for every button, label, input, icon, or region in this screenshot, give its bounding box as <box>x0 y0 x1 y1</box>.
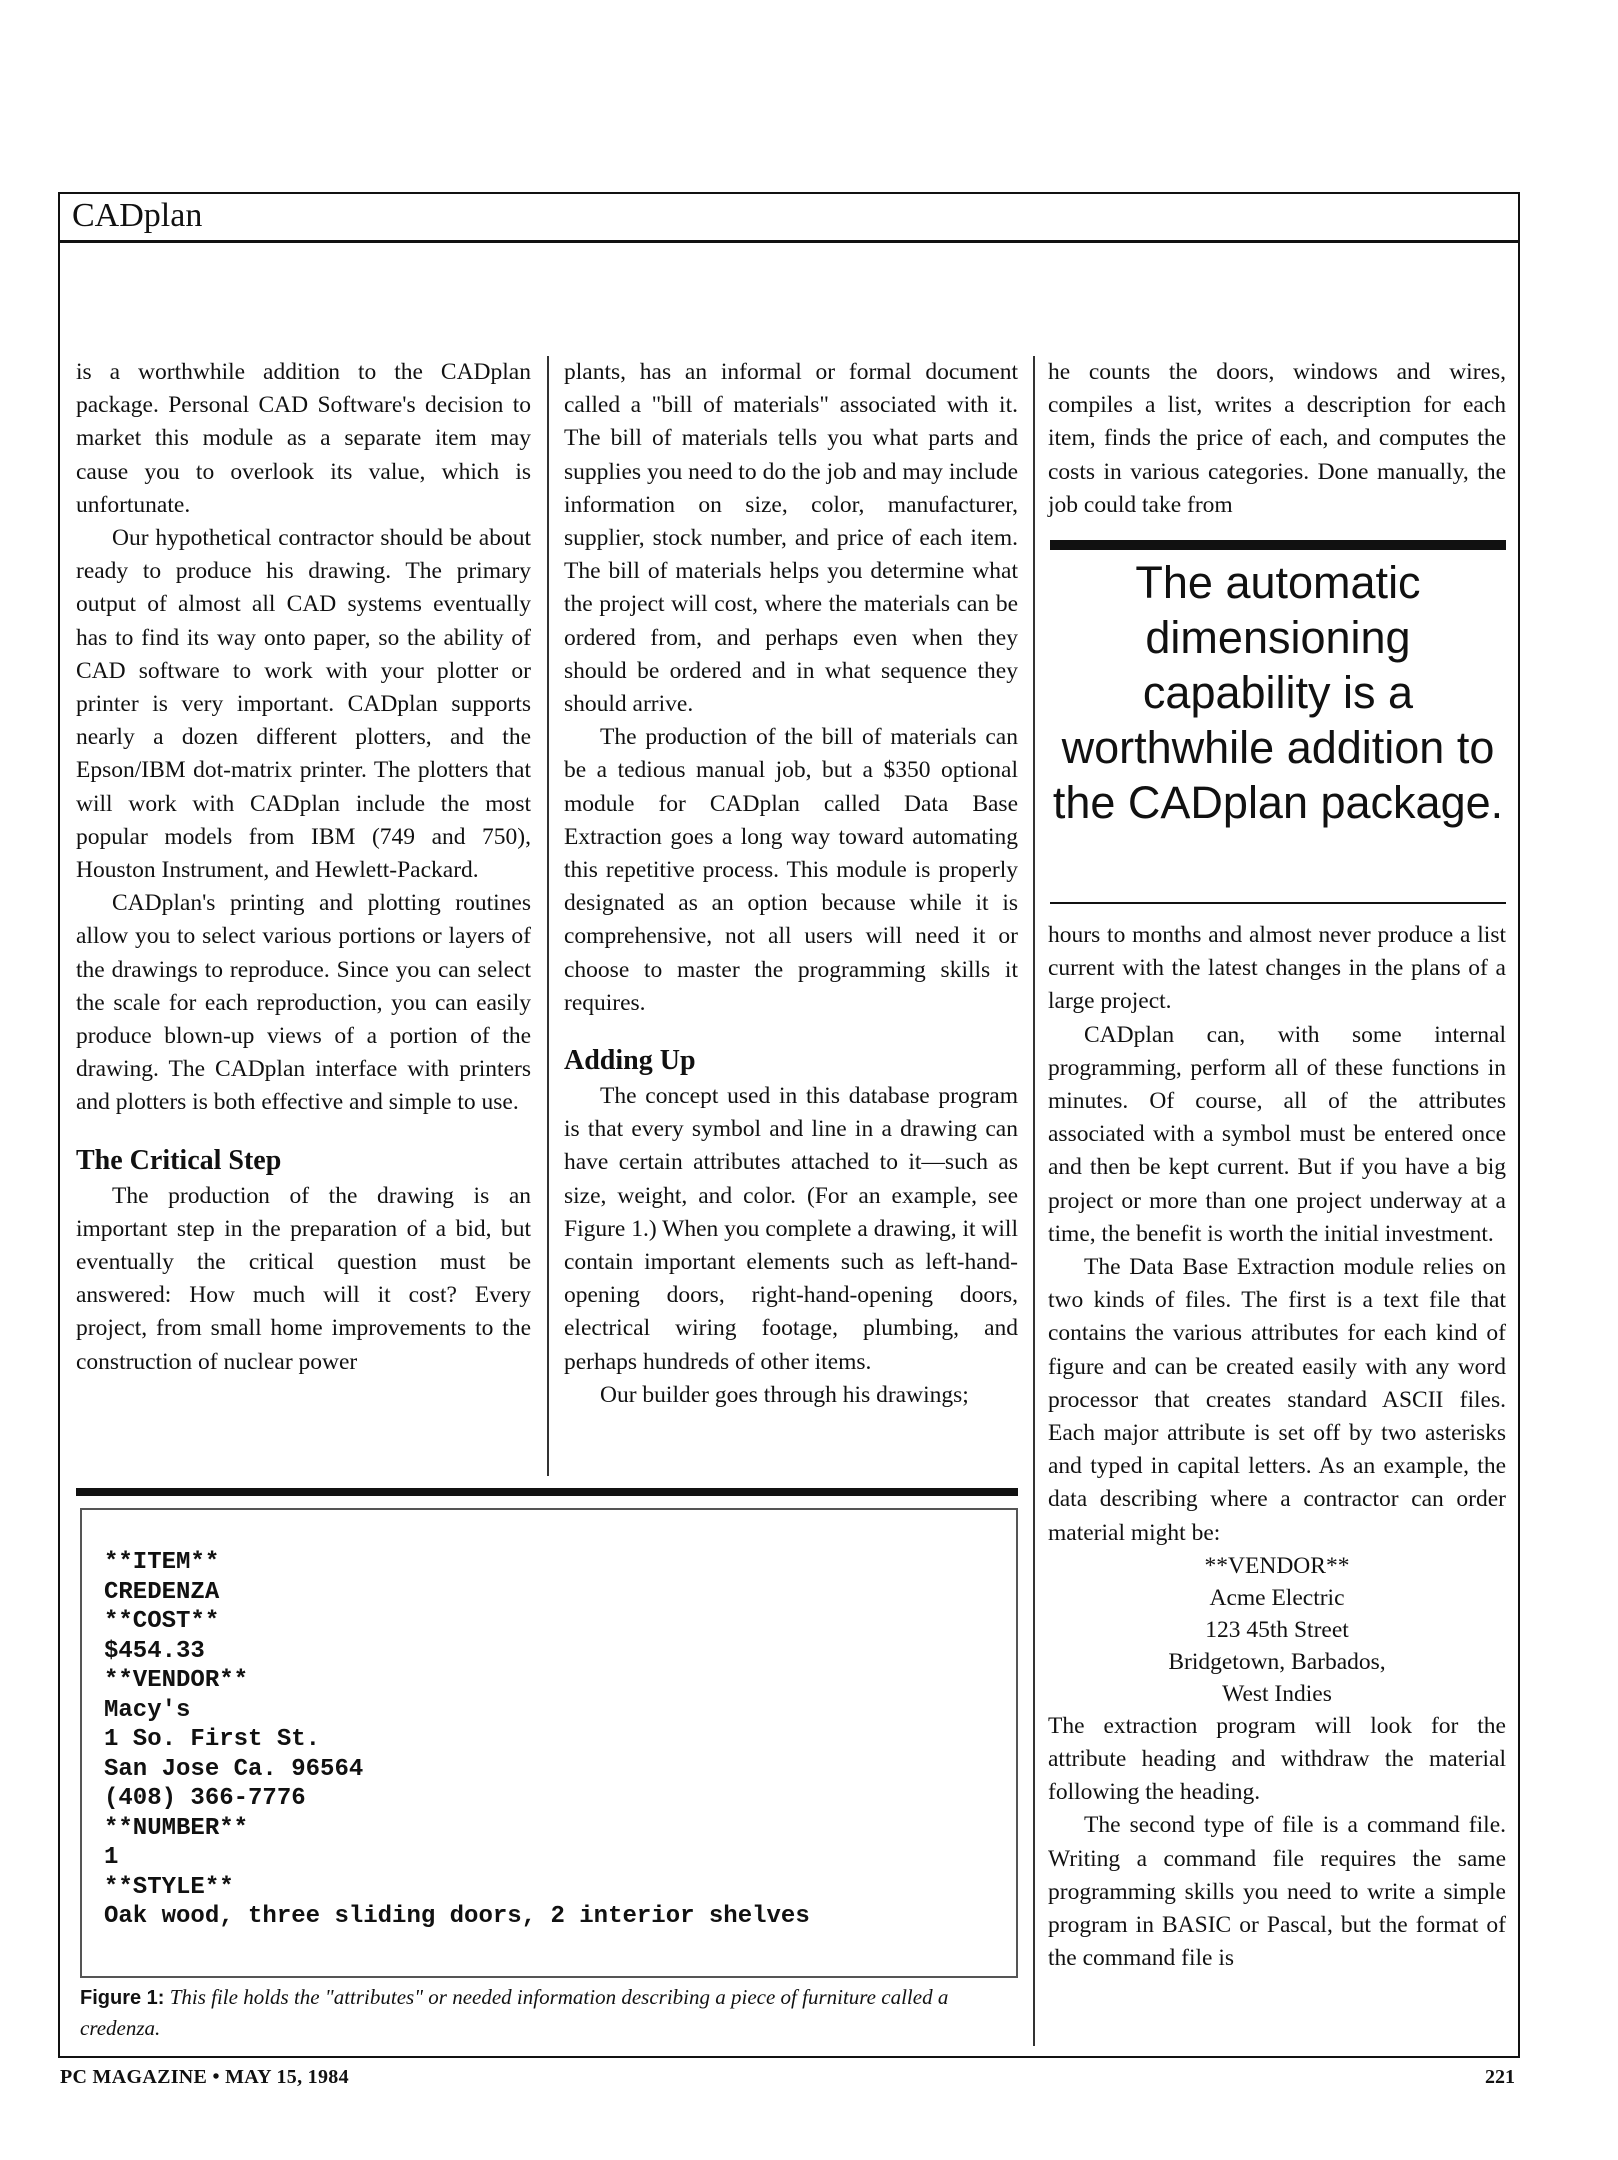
column-2 <box>564 356 1018 1412</box>
col3-paragraph-5: The extraction program will look for the attribute heading and withdraw the material following the heading. <box>1048 1712 1506 1806</box>
col1-paragraph-2: Our hypothetical contractor should be about ready to produce his drawing. The primary output of almost all CAD systems eventually has to find its way onto paper, so the ability of CAD software to work with your plotter or printer is very important. CADplan supports nearly a dozen different plotters, and the Epson/IBM dot-matrix printer. The plotters that will work with CADplan include the most popular models from IBM (749 and 750), Houston Instrument, and Hewlett-Packard. <box>76 525 531 884</box>
code-line: **COST** <box>104 1608 220 1635</box>
code-line: **VENDOR** <box>104 1667 249 1694</box>
figure-caption-label: Figure 1: <box>80 1987 165 2009</box>
section-title: CADplan <box>72 197 203 234</box>
code-line: Macy's <box>104 1696 191 1724</box>
figure-code-listing <box>104 1548 810 1932</box>
col2-paragraph-4: Our builder goes through his drawings; <box>600 1381 969 1408</box>
col3-paragraph-1: he counts the doors, windows and wires, compiles a list, writes a description for each item, finds the price of each, and computes the costs in various categories. Done manually, the job could take from <box>1048 359 1506 518</box>
address-line: **VENDOR** <box>1204 1552 1350 1579</box>
code-line: $454.33 <box>104 1637 205 1665</box>
col3-paragraph-6: The second type of file is a command file. Writing a command file requires the same programming skills you need to write a simple program in BASIC or Pascal, but the format of the command file is <box>1048 1812 1506 1972</box>
code-line: Oak wood, three sliding doors, 2 interior shelves <box>104 1903 810 1930</box>
col3-paragraph-2: hours to months and almost never produce a list current with the latest changes in the plans of a large project. <box>1048 922 1506 1015</box>
pull-quote-top-rule <box>1050 540 1506 550</box>
pull-quote: The automatic dimensioning capability is a worthwhile addition to the CADplan package. <box>1052 557 1504 828</box>
column-divider-2 <box>1033 356 1035 2046</box>
figure-top-rule <box>76 1488 1018 1496</box>
code-line: **STYLE** <box>104 1873 234 1901</box>
col2-paragraph-2: The production of the bill of materials can be a tedious manual job, but a $350 optional module for CADplan called Data Base Extraction goes a long way toward automating this repetitive process. This module is properly designated as an option because while it is comprehensive, not all users will need it or choose to master the programming skills it requires. <box>564 724 1018 1016</box>
col3-paragraph-3: CADplan can, with some internal programming, perform all of these functions in minutes. Of course, all of the attributes associated with a symbol must be entered once and then be kept current. But if you have a big project or more than one project underway at a time, the benefit is worth the initial investment. <box>1048 1021 1506 1247</box>
code-line: CREDENZA <box>104 1578 220 1606</box>
code-line: **ITEM** <box>104 1549 220 1576</box>
address-line: Bridgetown, Barbados, <box>1168 1648 1386 1675</box>
column-divider-1 <box>547 356 549 1476</box>
column-3-bottom <box>1048 919 1506 1975</box>
vendor-address <box>1048 1550 1506 1710</box>
col1-paragraph-1: is a worthwhile addition to the CADplan package. Personal CAD Software's decision to market this module as a separate item may cause you to overlook its value, which is unfortunate. <box>76 359 531 518</box>
page-number: 221 <box>1485 2066 1515 2088</box>
code-line: San Jose Ca. 96564 <box>104 1755 364 1783</box>
address-line: West Indies <box>1222 1680 1332 1707</box>
header-rule <box>58 240 1520 243</box>
col1-paragraph-4: The production of the drawing is an important step in the preparation of a bid, but eventually the critical question must be answered: How much will it cost? Every project, from small home improvements to the construction of nuclear power <box>76 1182 531 1375</box>
figure-caption-text: This file holds the "attributes" or needed information describing a piece of furniture called a credenza. <box>80 1985 949 2040</box>
col3-paragraph-4: The Data Base Extraction module relies on two kinds of files. The first is a text file that contains the various attributes for each kind of figure and can be created easily with any word processor that creates standard ASCII files. Each major attribute is set off by two asterisks and typed in capital letters. As an example, the data describing where a contractor can order material might be: <box>1048 1254 1506 1546</box>
code-line: **NUMBER** <box>104 1814 249 1842</box>
column-1 <box>76 356 531 1379</box>
code-line: 1 <box>104 1844 119 1871</box>
column-3-top <box>1048 356 1506 522</box>
code-line: 1 So. First St. <box>104 1726 321 1753</box>
col1-paragraph-3: CADplan's printing and plotting routines allow you to select various portions or layers of the drawings to reproduce. Since you can select the scale for each reproduction, you can easily produce blown-up views of a portion of the drawing. The CADplan interface with printers and plotters is both effective and simple to use. <box>76 890 531 1116</box>
pull-quote-bottom-rule <box>1050 902 1506 904</box>
subhead-critical-step: The Critical Step <box>76 1144 282 1176</box>
col2-paragraph-3: The concept used in this database program is that every symbol and line in a drawing can have certain attributes attached to it—such as size, weight, and color. (For an example, see Figure 1.) When you complete a drawing, it will contain important elements such as left-hand-opening doors, right-hand-opening doors, electrical wiring footage, plumbing, and perhaps hundreds of other items. <box>564 1083 1018 1375</box>
address-line: Acme Electric <box>1209 1584 1345 1611</box>
footer-publication: PC MAGAZINE • MAY 15, 1984 <box>60 2066 349 2088</box>
figure-caption <box>80 1982 1018 2043</box>
col2-paragraph-1: plants, has an informal or formal document called a "bill of materials" associated with it. The bill of materials tells you what parts and supplies you need to do the job and may include information on size, color, manufacturer, supplier, stock number, and price of each item. The bill of materials helps you determine what the project will cost, where the materials can be ordered from, and perhaps even when they should be ordered and in what sequence they should arrive. <box>564 359 1018 718</box>
code-line: (408) 366-7776 <box>104 1785 306 1812</box>
address-line: 123 45th Street <box>1205 1616 1349 1643</box>
subhead-adding-up: Adding Up <box>564 1045 696 1077</box>
